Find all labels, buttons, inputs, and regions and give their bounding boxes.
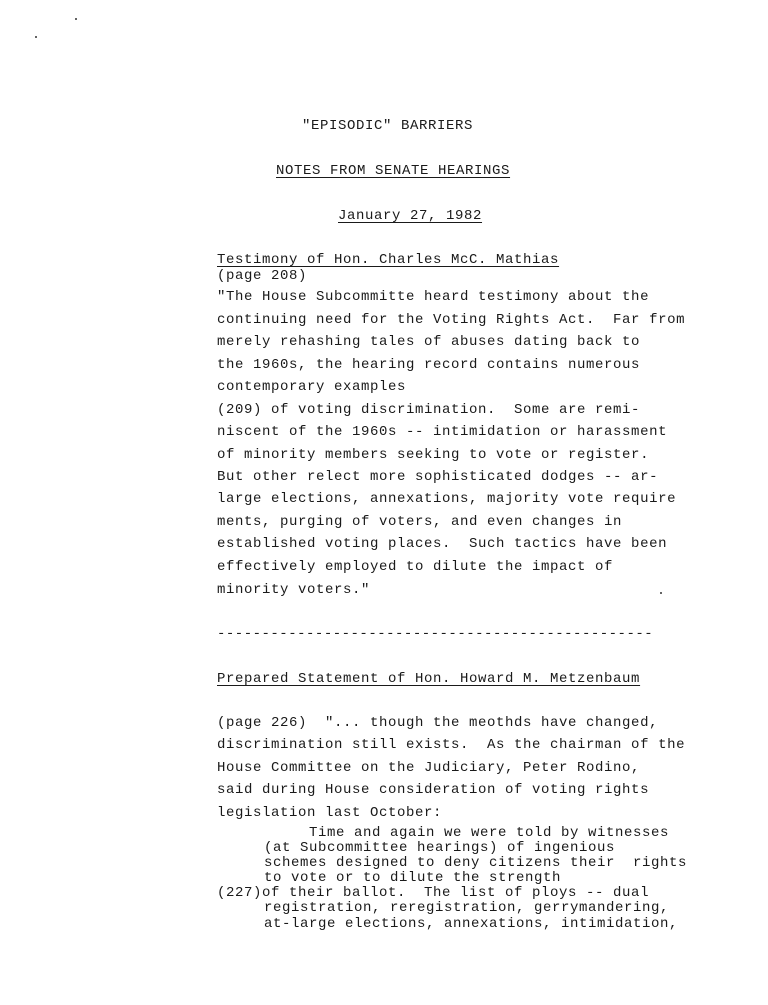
scan-speck <box>660 592 662 594</box>
section1-page-ref: (page 208) <box>217 268 308 284</box>
body-line: ments, purging of voters, and even changes in <box>217 514 623 530</box>
body-line: legislation last October: <box>217 805 443 821</box>
section1-heading: Testimony of Hon. Charles McC. Mathias <box>217 252 560 268</box>
scan-speck <box>35 36 37 38</box>
section-divider: ------------------------------------------------- <box>217 626 654 642</box>
body-line: (209) of voting discrimination. Some are remi- <box>217 402 641 418</box>
body-line: continuing need for the Voting Rights Act. Far from <box>217 312 686 328</box>
body-line: merely rehashing tales of abuses dating back to <box>217 334 641 350</box>
quote-line: at-large elections, annexations, intimidation, <box>264 916 679 932</box>
body-line: said during House consideration of voting rights <box>217 782 650 798</box>
body-line: established voting places. Such tactics have been <box>217 536 668 552</box>
body-line: of minority members seeking to vote or register. <box>217 447 650 463</box>
section2-heading: Prepared Statement of Hon. Howard M. Metzenbaum <box>217 671 641 687</box>
body-line: But other relect more sophisticated dodges -- ar- <box>217 469 659 485</box>
body-line: niscent of the 1960s -- intimidation or harassment <box>217 424 668 440</box>
document-title: "EPISODIC" BARRIERS <box>302 118 474 134</box>
body-line: contemporary examples <box>217 379 407 395</box>
body-line: discrimination still exists. As the chairman of the <box>217 737 686 753</box>
quote-line: registration, reregistration, gerrymandering, <box>264 900 670 916</box>
document-date: January 27, 1982 <box>338 208 483 224</box>
body-line: (page 226) "... though the meothds have changed, <box>217 715 659 731</box>
body-line: large elections, annexations, majority vote require <box>217 491 677 507</box>
quote-line: schemes designed to deny citizens their rights <box>264 855 688 871</box>
body-line: "The House Subcommitte heard testimony about the <box>217 289 650 305</box>
body-line: effectively employed to dilute the impact of <box>217 559 614 575</box>
quote-line: (at Subcommittee hearings) of ingenious <box>264 840 616 856</box>
body-line: minority voters." <box>217 582 371 598</box>
document-subtitle: NOTES FROM SENATE HEARINGS <box>276 163 511 179</box>
quote-line: Time and again we were told by witnesses <box>264 825 670 841</box>
body-line: House Committee on the Judiciary, Peter Rodino, <box>217 760 641 776</box>
body-line: the 1960s, the hearing record contains numerous <box>217 357 641 373</box>
scan-speck <box>75 18 77 20</box>
quote-line: to vote or to dilute the strength <box>264 870 562 886</box>
quote-line: (227)of their ballot. The list of ploys -- dual <box>217 885 650 901</box>
